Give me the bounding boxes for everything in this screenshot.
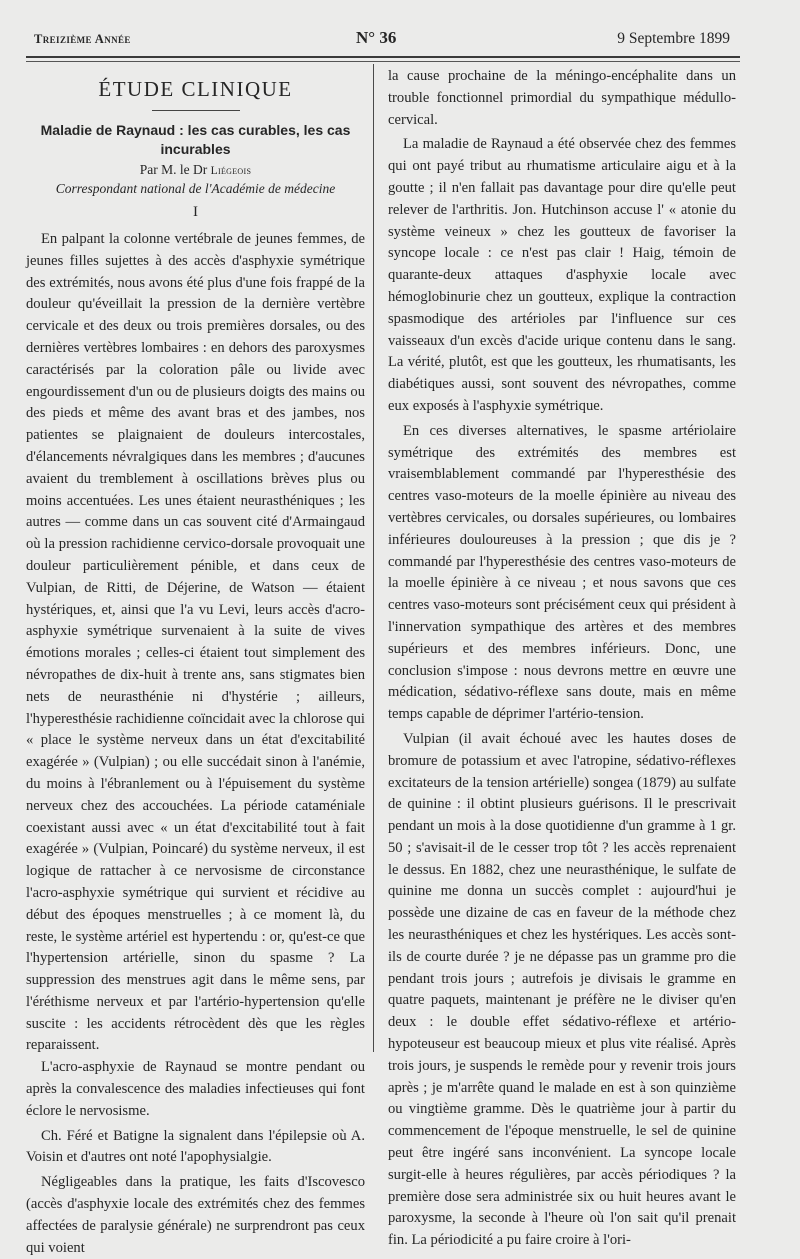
byline-prefix: Par M. le Dr bbox=[139, 162, 208, 177]
title-rule bbox=[152, 110, 240, 111]
article-subtitle: Maladie de Raynaud : les cas curables, les cas incurables bbox=[40, 122, 351, 157]
byline bbox=[26, 161, 365, 180]
masthead bbox=[34, 30, 730, 52]
column-divider bbox=[373, 64, 374, 1052]
issue-date: 9 Septembre 1899 bbox=[617, 30, 730, 47]
paragraph: la cause prochaine de la méningo-encéphalite dans un trouble fonctionnel primordial du sympathique médullo-cervical. bbox=[388, 68, 736, 128]
author-name: Liégeois bbox=[210, 165, 252, 177]
issue-number: N° 36 bbox=[356, 28, 397, 47]
paragraph: Vulpian (il avait échoué avec les hautes doses de bromure de potassium et avec l'atropine, sédativo-réflexes excitateurs de la tension artérielle) songea (1879) au sulfate de quinine : il obtint plusieurs guérisons. Il le prescrivait pendant un mois à la dose quotidienne d'un gramme à 1 gr. 50 ; s'avisait-il de le cesser trop tôt ? les accès reprenaient le dessus. En 1882, chez une neurasthénique, le sulfate de quinine me donna un succès complet : aujourd'hui je possède une dizaine de cas en faveur de la méthode chez les neurasthéniques et chez les hystériques. Les accès sont-ils de courte durée ? je ne dépasse pas un gramme pro die pendant trois jours ; autrefois je divisais le gramme en quatre paquets, maintenant je préfère ne le diviser qu'en deux : le double effet sédativo-réflexe et artério-hypoteuseur est beaucoup mieux et plus vite réalisé. Après trois jours, je suspends le remède pour y revenir trois jours après ; je m'arrête quand le malade en est à son quinzième ou vingtième gramme. Dès le quatrième jour à partir du commencement de l'époque menstruelle, le sel de quinine peut être ingéré sans inconvénient. La syncope locale surgit-elle à heures régulières, par accès périodiques ? la première dose sera administrée six ou huit heures avant le paroxysme, la seconde à l'heure où l'on sait qu'il prenait fin. La périodicité a pu faire croire à l'ori- bbox=[388, 730, 736, 1249]
paragraph: Ch. Féré et Batigne la signalent dans l'épilepsie où A. Voisin et d'autres ont noté l'apophysialgie. bbox=[26, 1127, 365, 1166]
section-number: I bbox=[193, 204, 198, 220]
header-rule-thin bbox=[26, 61, 740, 62]
header-rule bbox=[26, 56, 740, 58]
author-affiliation: Correspondant national de l'Académie de médecine bbox=[55, 181, 336, 196]
left-column bbox=[26, 66, 365, 1259]
paragraph: La maladie de Raynaud a été observée chez des femmes qui ont payé tribut au rhumatisme articulaire aigu et à la goutte ; il n'en fallait pas davantage pour dire qu'elle peut relever de l'arthritis. Jon. Hutchinson accuse l' « atonie du système veineux » chez les goutteux de favoriser la syncope locale : ce n'est pas clair ! Haig, témoin de quarante-deux attaques d'asphyxie locale avec hémoglobinurie chez un goutteux, explique la contraction spasmodique des artérioles par l'influence sur ces vaisseaux d'un excès d'acide urique contenu dans le sang. La vérité, plutôt, est que les goutteux, les rhumatisants, les diabétiques aussi, sont souvent des névropathes, comme eux exposés à l'asphyxie symétrique. bbox=[388, 136, 736, 414]
paragraph: L'acro-asphyxie de Raynaud se montre pendant ou après la convalescence des maladies infectieuses qui font éclore le nervosisme. bbox=[26, 1059, 365, 1119]
paragraph: Négligeables dans la pratique, les faits d'Iscovesco (accès d'asphyxie locale des extrémités chez des femmes affectées de paralysie générale) ne surprendront pas ceux qui voient bbox=[26, 1174, 365, 1256]
paragraph: En ces diverses alternatives, le spasme artériolaire symétrique des extrémités des membres est vraisemblablement commandé par l'hyperesthésie des centres vaso-moteurs de la moelle épinière au niveau des vertèbres cervicales, ou dorsales supérieures, ou lombaires inférieures douloureuses à la pression ; que dis je ? commandé par l'hyperesthésie des centres vaso-moteurs de la moelle épinière à ce niveau ; et nous savons que ces centres vaso-moteurs sont précisément ceux qui président à l'innervation sympathique des artères et des membres supérieurs et des membres inférieurs. Donc, une conclusion s'impose : nous devrons mettre en œuvre une médication, sédativo-réflexe sans doute, mais en même temps capable de déprimer l'artério-tension. bbox=[388, 422, 736, 723]
volume-label: Treizième Année bbox=[34, 32, 131, 46]
right-column bbox=[388, 66, 736, 1252]
article-title: ÉTUDE CLINIQUE bbox=[98, 77, 293, 101]
paragraph: En palpant la colonne vertébrale de jeunes femmes, de jeunes filles sujettes à des accès d'asphyxie symétrique des extrémités, nous avons été plus d'une fois frappé de la douleur qu'éveillait la pression de la dernière vertèbre cervicale et des deux ou trois premières dorsales, ou des dernières vertèbres lombaires : en dehors des paroxysmes caractérisés par la coloration pâle ou livide avec engourdissement d'un ou de plusieurs doigts des mains ou des pieds et même des avant bras et des jambes, nos patientes se plaignaient de douleurs intercostales, d'élancements névralgiques dans les membres ; d'aucunes avaient du tremblement à oscillations brèves plus ou moins accentuées. Les unes étaient neurasthéniques ; les autres — comme dans un cas souvent cité d'Armaingaud où la pression rachidienne cervico-dorsale provoquait une douleur particulièrement pénible, et dans ceux de Vulpian, de Ritti, de Déjerine, de Watson — étaient hystériques, et, ainsi que l'a vu Levi, leurs accès d'acro-asphyxie symétrique survenaient à la suite de vives émotions morales ; celles-ci étaient tout simplement des névropathes de dix-huit à trente ans, sans stigmates bien nets de neurasthénie ni d'hystérie ; ailleurs, l'hyperesthésie rachidienne coïncidait avec la chlorose qui « place le système nerveux dans un état d'excitabilité exagérée » (Vulpian) ; ou elle succédait sinon à l'anémie, du moins à l'ébranlement ou à l'épuisement du système nerveux chez des accouchées. La période cataméniale coexistant aussi avec « un état d'excitabilité tout à fait exagérée » (Vulpian, Poincaré) du système nerveux, il est logique de rattacher à ce nervosisme de circonstance l'acro-asphyxie symétrique qui survient et récidive au début des époques menstruelles ; à ce moment là, du reste, le système artériel est hypertendu : or, qu'est-ce que l'hypertension artérielle, sinon du spasme ? La suppression des menstrues agit dans le même sens, par l'éréthisme nerveux et par l'artério-hypertension qu'elle suscite : les accidents rétrocèdent dès que les règles reparaissent. bbox=[26, 231, 365, 1054]
